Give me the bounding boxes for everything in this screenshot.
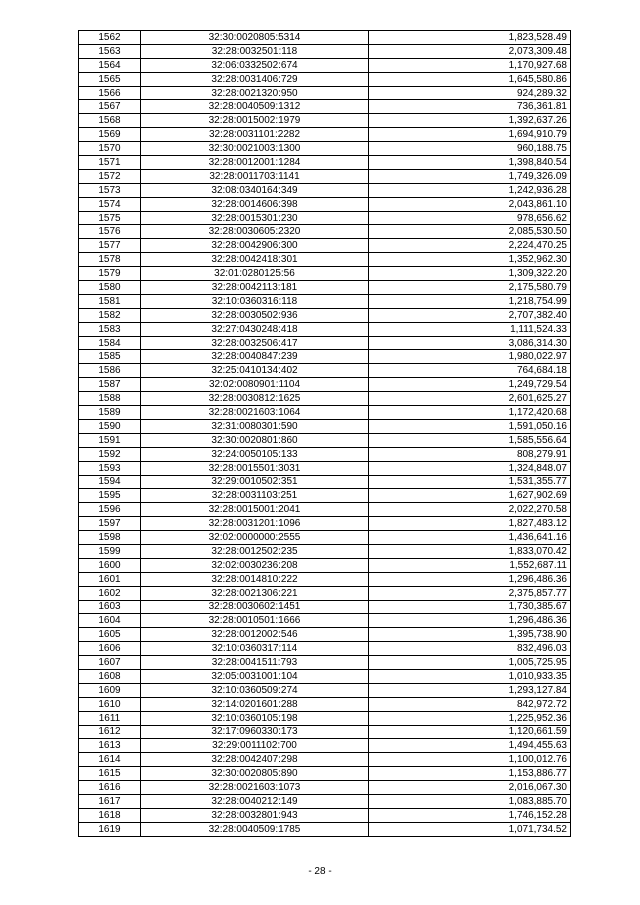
table-row	[79, 461, 571, 475]
row-number-cell: 1583	[79, 322, 141, 336]
cadastral-number-cell: 32:30:0020801:860	[141, 433, 369, 447]
page-number: - 28 -	[308, 866, 332, 877]
row-number-cell: 1590	[79, 419, 141, 433]
row-number-cell: 1595	[79, 489, 141, 503]
value-cell: 1,005,725.95	[369, 656, 571, 670]
cadastral-number-cell: 32:28:0040509:1312	[141, 100, 369, 114]
value-cell: 1,071,734.52	[369, 822, 571, 836]
cadastral-number-cell: 32:28:0042407:298	[141, 753, 369, 767]
row-number-cell: 1585	[79, 350, 141, 364]
table-row	[79, 239, 571, 253]
value-cell: 2,016,067.30	[369, 781, 571, 795]
cadastral-number-cell: 32:10:0360105:198	[141, 711, 369, 725]
value-cell: 3,086,314.30	[369, 336, 571, 350]
value-cell: 2,601,625.27	[369, 392, 571, 406]
table-row	[79, 447, 571, 461]
table-row	[79, 739, 571, 753]
cadastral-number-cell: 32:28:0030812:1625	[141, 392, 369, 406]
row-number-cell: 1603	[79, 600, 141, 614]
table-row	[79, 544, 571, 558]
value-cell: 1,120,661.59	[369, 725, 571, 739]
table-row	[79, 572, 571, 586]
table-row	[79, 72, 571, 86]
cadastral-value-table	[78, 30, 571, 837]
cadastral-number-cell: 32:28:0014810:222	[141, 572, 369, 586]
cadastral-number-cell: 32:28:0031103:251	[141, 489, 369, 503]
row-number-cell: 1577	[79, 239, 141, 253]
row-number-cell: 1578	[79, 253, 141, 267]
row-number-cell: 1591	[79, 433, 141, 447]
table-row	[79, 322, 571, 336]
row-number-cell: 1586	[79, 364, 141, 378]
value-cell: 832,496.03	[369, 642, 571, 656]
cadastral-number-cell: 32:01:0280125:56	[141, 267, 369, 281]
cadastral-number-cell: 32:02:0080901:1104	[141, 378, 369, 392]
row-number-cell: 1589	[79, 406, 141, 420]
value-cell: 1,352,962.30	[369, 253, 571, 267]
table-row	[79, 211, 571, 225]
value-cell: 1,395,738.90	[369, 628, 571, 642]
row-number-cell: 1607	[79, 656, 141, 670]
value-cell: 2,707,382.40	[369, 308, 571, 322]
value-cell: 1,436,641.16	[369, 531, 571, 545]
table-row	[79, 294, 571, 308]
value-cell: 1,585,556.64	[369, 433, 571, 447]
value-cell: 1,172,420.68	[369, 406, 571, 420]
value-cell: 1,645,580.86	[369, 72, 571, 86]
cadastral-number-cell: 32:28:0010501:1666	[141, 614, 369, 628]
row-number-cell: 1592	[79, 447, 141, 461]
cadastral-number-cell: 32:29:0010502:351	[141, 475, 369, 489]
value-cell: 1,552,687.11	[369, 558, 571, 572]
row-number-cell: 1611	[79, 711, 141, 725]
row-number-cell: 1593	[79, 461, 141, 475]
cadastral-number-cell: 32:28:0012002:546	[141, 628, 369, 642]
cadastral-number-cell: 32:30:0020805:5314	[141, 31, 369, 45]
row-number-cell: 1576	[79, 225, 141, 239]
table-row	[79, 600, 571, 614]
table-row	[79, 614, 571, 628]
table-row	[79, 128, 571, 142]
table-row	[79, 350, 571, 364]
row-number-cell: 1581	[79, 294, 141, 308]
cadastral-number-cell: 32:28:0032801:943	[141, 808, 369, 822]
cadastral-number-cell: 32:30:0020805:890	[141, 767, 369, 781]
cadastral-number-cell: 32:28:0015001:2041	[141, 503, 369, 517]
value-cell: 1,309,322.20	[369, 267, 571, 281]
cadastral-number-cell: 32:28:0015501:3031	[141, 461, 369, 475]
table-row	[79, 517, 571, 531]
value-cell: 1,827,483.12	[369, 517, 571, 531]
cadastral-number-cell: 32:30:0021003:1300	[141, 142, 369, 156]
table-row	[79, 364, 571, 378]
table-row	[79, 267, 571, 281]
value-cell: 1,242,936.28	[369, 183, 571, 197]
row-number-cell: 1573	[79, 183, 141, 197]
value-cell: 960,188.75	[369, 142, 571, 156]
cadastral-number-cell: 32:28:0042906:300	[141, 239, 369, 253]
value-cell: 1,627,902.69	[369, 489, 571, 503]
table-row	[79, 656, 571, 670]
cadastral-number-cell: 32:28:0021603:1064	[141, 406, 369, 420]
table-row	[79, 433, 571, 447]
cadastral-number-cell: 32:28:0012001:1284	[141, 156, 369, 170]
value-cell: 2,043,861.10	[369, 197, 571, 211]
table-row	[79, 406, 571, 420]
table-row	[79, 767, 571, 781]
row-number-cell: 1594	[79, 475, 141, 489]
table-row	[79, 336, 571, 350]
cadastral-number-cell: 32:28:0015301:230	[141, 211, 369, 225]
table-row	[79, 642, 571, 656]
table-row	[79, 392, 571, 406]
value-cell: 842,972.72	[369, 697, 571, 711]
cadastral-number-cell: 32:05:0031001:104	[141, 669, 369, 683]
cadastral-number-cell: 32:28:0032506:417	[141, 336, 369, 350]
row-number-cell: 1568	[79, 114, 141, 128]
value-cell: 1,100,012.76	[369, 753, 571, 767]
row-number-cell: 1616	[79, 781, 141, 795]
table-row	[79, 531, 571, 545]
table-row	[79, 628, 571, 642]
row-number-cell: 1614	[79, 753, 141, 767]
row-number-cell: 1597	[79, 517, 141, 531]
cadastral-number-cell: 32:08:0340164:349	[141, 183, 369, 197]
cadastral-number-cell: 32:28:0012502:235	[141, 544, 369, 558]
row-number-cell: 1562	[79, 31, 141, 45]
table-row	[79, 781, 571, 795]
value-cell: 1,730,385.67	[369, 600, 571, 614]
cadastral-number-cell: 32:28:0030502:936	[141, 308, 369, 322]
row-number-cell: 1610	[79, 697, 141, 711]
value-cell: 1,833,070.42	[369, 544, 571, 558]
value-cell: 1,170,927.68	[369, 58, 571, 72]
row-number-cell: 1572	[79, 169, 141, 183]
value-cell: 1,111,524.33	[369, 322, 571, 336]
cadastral-number-cell: 32:28:0021603:1073	[141, 781, 369, 795]
cadastral-number-cell: 32:28:0042113:181	[141, 281, 369, 295]
cadastral-number-cell: 32:06:0332502:674	[141, 58, 369, 72]
value-cell: 1,153,886.77	[369, 767, 571, 781]
value-cell: 2,085,530.50	[369, 225, 571, 239]
row-number-cell: 1582	[79, 308, 141, 322]
row-number-cell: 1619	[79, 822, 141, 836]
table-row	[79, 822, 571, 836]
value-cell: 978,656.62	[369, 211, 571, 225]
value-cell: 2,175,580.79	[369, 281, 571, 295]
value-cell: 1,293,127.84	[369, 683, 571, 697]
table-row	[79, 419, 571, 433]
row-number-cell: 1608	[79, 669, 141, 683]
table-row	[79, 197, 571, 211]
cadastral-number-cell: 32:28:0042418:301	[141, 253, 369, 267]
table-row	[79, 711, 571, 725]
row-number-cell: 1613	[79, 739, 141, 753]
cadastral-number-cell: 32:28:0031201:1096	[141, 517, 369, 531]
cadastral-number-cell: 32:28:0031101:2282	[141, 128, 369, 142]
table-body	[79, 31, 571, 837]
cadastral-number-cell: 32:02:0000000:2555	[141, 531, 369, 545]
value-cell: 1,494,455.63	[369, 739, 571, 753]
value-cell: 808,279.91	[369, 447, 571, 461]
table-row	[79, 86, 571, 100]
table-row	[79, 114, 571, 128]
table-row	[79, 378, 571, 392]
cadastral-number-cell: 32:10:0360509:274	[141, 683, 369, 697]
row-number-cell: 1605	[79, 628, 141, 642]
value-cell: 1,591,050.16	[369, 419, 571, 433]
table-row	[79, 281, 571, 295]
row-number-cell: 1579	[79, 267, 141, 281]
table-row	[79, 156, 571, 170]
row-number-cell: 1612	[79, 725, 141, 739]
table-row	[79, 669, 571, 683]
cadastral-number-cell: 32:28:0011703:1141	[141, 169, 369, 183]
row-number-cell: 1615	[79, 767, 141, 781]
table-row	[79, 183, 571, 197]
row-number-cell: 1571	[79, 156, 141, 170]
value-cell: 1,225,952.36	[369, 711, 571, 725]
cadastral-number-cell: 32:28:0015002:1979	[141, 114, 369, 128]
cadastral-number-cell: 32:29:0011102:700	[141, 739, 369, 753]
table-row	[79, 503, 571, 517]
table-row	[79, 475, 571, 489]
cadastral-number-cell: 32:28:0040212:149	[141, 794, 369, 808]
value-cell: 1,694,910.79	[369, 128, 571, 142]
table-row	[79, 558, 571, 572]
cadastral-number-cell: 32:28:0032501:118	[141, 44, 369, 58]
value-cell: 1,746,152.28	[369, 808, 571, 822]
value-cell: 1,083,885.70	[369, 794, 571, 808]
row-number-cell: 1564	[79, 58, 141, 72]
value-cell: 2,073,309.48	[369, 44, 571, 58]
cadastral-number-cell: 32:28:0040509:1785	[141, 822, 369, 836]
table-row	[79, 142, 571, 156]
row-number-cell: 1588	[79, 392, 141, 406]
table-row	[79, 794, 571, 808]
cadastral-number-cell: 32:31:0080301:590	[141, 419, 369, 433]
row-number-cell: 1601	[79, 572, 141, 586]
table-row	[79, 808, 571, 822]
table-row	[79, 725, 571, 739]
row-number-cell: 1580	[79, 281, 141, 295]
cadastral-number-cell: 32:28:0021320:950	[141, 86, 369, 100]
value-cell: 1,392,637.26	[369, 114, 571, 128]
cadastral-number-cell: 32:10:0360316:118	[141, 294, 369, 308]
cadastral-number-cell: 32:28:0030605:2320	[141, 225, 369, 239]
row-number-cell: 1565	[79, 72, 141, 86]
value-cell: 1,296,486.36	[369, 572, 571, 586]
table-row	[79, 683, 571, 697]
table-row	[79, 308, 571, 322]
table-row	[79, 753, 571, 767]
value-cell: 2,375,857.77	[369, 586, 571, 600]
value-cell: 924,289.32	[369, 86, 571, 100]
table-row	[79, 586, 571, 600]
cadastral-number-cell: 32:17:0960330:173	[141, 725, 369, 739]
cadastral-number-cell: 32:28:0041511:793	[141, 656, 369, 670]
value-cell: 2,224,470.25	[369, 239, 571, 253]
table-row	[79, 44, 571, 58]
cadastral-number-cell: 32:25:0410134:402	[141, 364, 369, 378]
row-number-cell: 1599	[79, 544, 141, 558]
row-number-cell: 1617	[79, 794, 141, 808]
value-cell: 1,218,754.99	[369, 294, 571, 308]
value-cell: 764,684.18	[369, 364, 571, 378]
table-row	[79, 100, 571, 114]
row-number-cell: 1563	[79, 44, 141, 58]
table-row	[79, 489, 571, 503]
value-cell: 1,296,486.36	[369, 614, 571, 628]
value-cell: 1,749,326.09	[369, 169, 571, 183]
row-number-cell: 1570	[79, 142, 141, 156]
table-row	[79, 58, 571, 72]
row-number-cell: 1566	[79, 86, 141, 100]
value-cell: 2,022,270.58	[369, 503, 571, 517]
cadastral-number-cell: 32:28:0040847:239	[141, 350, 369, 364]
value-cell: 1,249,729.54	[369, 378, 571, 392]
row-number-cell: 1618	[79, 808, 141, 822]
cadastral-number-cell: 32:27:0430248:418	[141, 322, 369, 336]
row-number-cell: 1609	[79, 683, 141, 697]
table-row	[79, 253, 571, 267]
value-cell: 1,980,022.97	[369, 350, 571, 364]
row-number-cell: 1602	[79, 586, 141, 600]
row-number-cell: 1584	[79, 336, 141, 350]
row-number-cell: 1567	[79, 100, 141, 114]
row-number-cell: 1569	[79, 128, 141, 142]
value-cell: 1,823,528.49	[369, 31, 571, 45]
cadastral-number-cell: 32:02:0030236:208	[141, 558, 369, 572]
cadastral-number-cell: 32:24:0050105:133	[141, 447, 369, 461]
row-number-cell: 1587	[79, 378, 141, 392]
value-cell: 1,010,933.35	[369, 669, 571, 683]
cadastral-number-cell: 32:10:0360317:114	[141, 642, 369, 656]
row-number-cell: 1600	[79, 558, 141, 572]
value-cell: 1,531,355.77	[369, 475, 571, 489]
row-number-cell: 1596	[79, 503, 141, 517]
value-cell: 1,398,840.54	[369, 156, 571, 170]
cadastral-number-cell: 32:28:0021306:221	[141, 586, 369, 600]
cadastral-number-cell: 32:28:0030602:1451	[141, 600, 369, 614]
value-cell: 1,324,848.07	[369, 461, 571, 475]
cadastral-number-cell: 32:14:0201601:288	[141, 697, 369, 711]
row-number-cell: 1606	[79, 642, 141, 656]
cadastral-number-cell: 32:28:0014606:398	[141, 197, 369, 211]
row-number-cell: 1598	[79, 531, 141, 545]
row-number-cell: 1574	[79, 197, 141, 211]
row-number-cell: 1575	[79, 211, 141, 225]
table-row	[79, 31, 571, 45]
value-cell: 736,361.81	[369, 100, 571, 114]
table-row	[79, 169, 571, 183]
row-number-cell: 1604	[79, 614, 141, 628]
cadastral-number-cell: 32:28:0031406:729	[141, 72, 369, 86]
table-row	[79, 225, 571, 239]
table-row	[79, 697, 571, 711]
